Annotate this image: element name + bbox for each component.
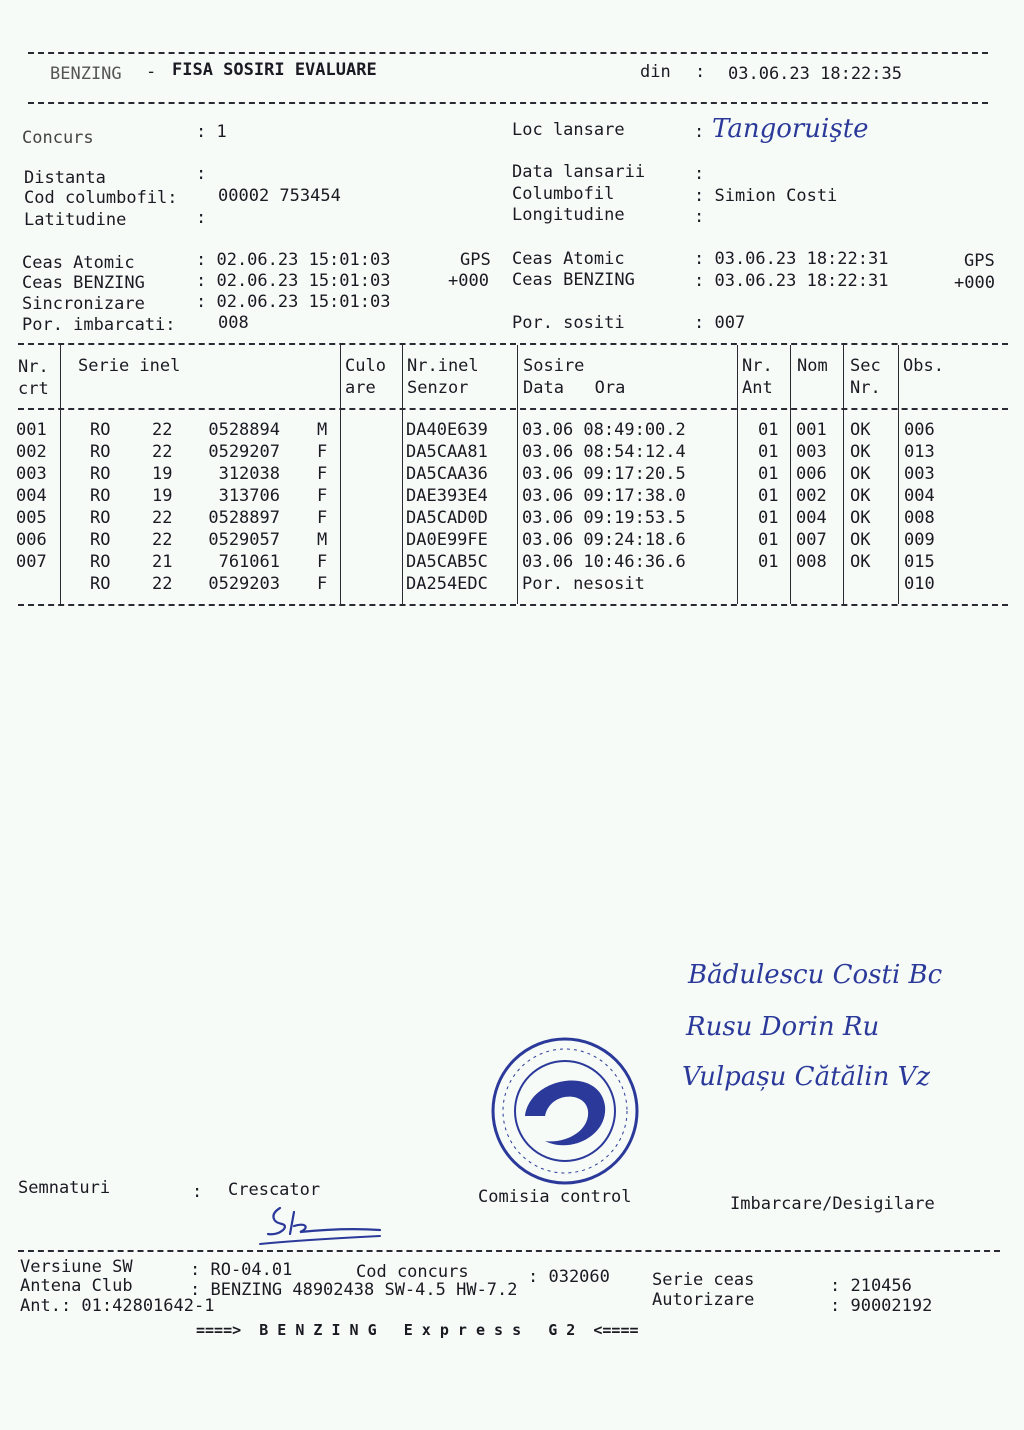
ceas-atomic-end-label: Ceas Atomic bbox=[512, 249, 625, 269]
cell-inel: 0528897 bbox=[208, 508, 280, 528]
header-din-value: 03.06.23 18:22:35 bbox=[728, 64, 902, 84]
col-senzor-header-2: Senzor bbox=[407, 378, 469, 398]
serie-ceas-label: Serie ceas bbox=[652, 1270, 755, 1290]
cell-nr: 001 bbox=[16, 420, 47, 440]
cell-sex: M bbox=[317, 420, 328, 440]
cell-nom: 007 bbox=[796, 530, 827, 550]
col-culoare-header-1: Culo bbox=[345, 356, 386, 376]
latitudine-value: : bbox=[196, 208, 207, 228]
col-senzor-header-1: Nr.inel bbox=[407, 356, 479, 376]
cell-sex: F bbox=[317, 552, 328, 572]
cell-tara: RO bbox=[90, 530, 111, 550]
porumbei-imbarcati-label: Por. imbarcati: bbox=[22, 315, 176, 335]
cell-nom: 008 bbox=[796, 552, 827, 572]
table-row bbox=[0, 442, 1024, 464]
cell-an: 22 bbox=[152, 420, 173, 440]
cell-ant: 01 bbox=[758, 486, 779, 506]
cell-an: 22 bbox=[152, 508, 173, 528]
cell-senzor: DA5CAA81 bbox=[406, 442, 488, 462]
loc-lansare-value: Tangoruişte bbox=[712, 114, 869, 144]
longitudine-value: : bbox=[694, 207, 705, 227]
table-row bbox=[0, 552, 1024, 574]
cell-sec: OK bbox=[850, 420, 871, 440]
antena-club-label: Antena Club bbox=[20, 1276, 133, 1296]
sincronizare-label: Sincronizare bbox=[22, 294, 145, 314]
cell-senzor: DA40E639 bbox=[406, 420, 488, 440]
porumbei-sositi-label: Por. sositi bbox=[512, 313, 625, 333]
header-separator: - bbox=[146, 62, 157, 82]
cell-sosire: 03.06 09:17:38.0 bbox=[522, 486, 686, 506]
latitudine-label: Latitudine bbox=[24, 210, 127, 230]
cell-nr: 004 bbox=[16, 486, 47, 506]
concurs-value: : 1 bbox=[196, 122, 227, 142]
ceas-atomic-end-value: : 03.06.23 18:22:31 bbox=[694, 249, 889, 269]
cell-senzor: DA254EDC bbox=[406, 574, 488, 594]
cell-obs: 010 bbox=[904, 574, 935, 594]
data-lansarii-value: : bbox=[694, 164, 705, 184]
cell-sosire: Por. nesosit bbox=[522, 574, 645, 594]
ceas-benzing-start-label: Ceas BENZING bbox=[22, 273, 145, 293]
cell-nr: 005 bbox=[16, 508, 47, 528]
col-ant-header-1: Nr. bbox=[742, 356, 773, 376]
cell-sex: F bbox=[317, 442, 328, 462]
cell-sec: OK bbox=[850, 552, 871, 572]
cell-inel: 0529057 bbox=[208, 530, 280, 550]
cell-inel: 313706 bbox=[218, 486, 280, 506]
cell-obs: 009 bbox=[904, 530, 935, 550]
col-serie-header: Serie inel bbox=[78, 356, 181, 376]
cell-ant: 01 bbox=[758, 420, 779, 440]
antena-club-value: : BENZING 48902438 SW-4.5 HW-7.2 bbox=[190, 1280, 518, 1300]
footer-banner: ====> B E N Z I N G E x p r e s s G 2 <==== bbox=[196, 1321, 639, 1339]
loc-lansare-label: Loc lansare bbox=[512, 120, 625, 140]
cell-tara: RO bbox=[90, 486, 111, 506]
col-culoare-header-2: are bbox=[345, 378, 376, 398]
cell-nr: 006 bbox=[16, 530, 47, 550]
cell-sosire: 03.06 09:24:18.6 bbox=[522, 530, 686, 550]
col-obs-header: Obs. bbox=[903, 356, 944, 376]
cell-nom: 004 bbox=[796, 508, 827, 528]
table-top-rule bbox=[18, 343, 1008, 345]
table-row bbox=[0, 420, 1024, 442]
page-title: FISA SOSIRI EVALUARE bbox=[172, 60, 377, 80]
autorizare-value: : 90002192 bbox=[830, 1296, 933, 1316]
signature-imbarcare-label: Imbarcare/Desigilare bbox=[730, 1194, 935, 1214]
col-sec-header-2: Nr. bbox=[850, 378, 881, 398]
versiune-sw-value: : RO-04.01 bbox=[190, 1260, 293, 1280]
cod-columbofil-value: 00002 753454 bbox=[218, 186, 341, 206]
cell-senzor: DAE393E4 bbox=[406, 486, 488, 506]
cod-columbofil-label: Cod columbofil: bbox=[24, 188, 178, 208]
cell-sec: OK bbox=[850, 486, 871, 506]
ceas-atomic-start-suffix: GPS bbox=[460, 250, 491, 270]
table-row bbox=[0, 530, 1024, 552]
handwritten-signature-icon bbox=[250, 1200, 390, 1250]
cell-an: 22 bbox=[152, 530, 173, 550]
ceas-benzing-start-value: : 02.06.23 15:01:03 bbox=[196, 271, 391, 291]
table-header-rule bbox=[18, 408, 1008, 410]
ceas-benzing-start-suffix: +000 bbox=[448, 271, 489, 291]
cell-an: 21 bbox=[152, 552, 173, 572]
cell-senzor: DA5CAA36 bbox=[406, 464, 488, 484]
distanta-value: : bbox=[196, 164, 207, 184]
signatures-label: Semnaturi bbox=[18, 1178, 111, 1198]
cell-obs: 004 bbox=[904, 486, 935, 506]
ceas-benzing-end-value: : 03.06.23 18:22:31 bbox=[694, 271, 889, 291]
signatures-separator: : bbox=[192, 1182, 203, 1202]
cell-sec: OK bbox=[850, 530, 871, 550]
footer-rule bbox=[18, 1250, 1000, 1252]
ceas-atomic-start-label: Ceas Atomic bbox=[22, 253, 135, 273]
cod-concurs-label: Cod concurs bbox=[356, 1262, 469, 1282]
handwritten-name-3: Vulpașu Cătălin Vz bbox=[682, 1062, 931, 1092]
cell-inel: 0529207 bbox=[208, 442, 280, 462]
col-sosire-header-1: Sosire bbox=[523, 356, 585, 376]
cell-obs: 008 bbox=[904, 508, 935, 528]
cod-concurs-value: : 032060 bbox=[528, 1267, 610, 1287]
cell-inel: 312038 bbox=[218, 464, 280, 484]
antena-id: Ant.: 01:42801642-1 bbox=[20, 1296, 215, 1316]
cell-tara: RO bbox=[90, 508, 111, 528]
cell-senzor: DA5CAB5C bbox=[406, 552, 488, 572]
cell-sex: F bbox=[317, 464, 328, 484]
cell-tara: RO bbox=[90, 574, 111, 594]
serie-ceas-value: : 210456 bbox=[830, 1276, 912, 1296]
cell-ant: 01 bbox=[758, 508, 779, 528]
cell-nom: 003 bbox=[796, 442, 827, 462]
cell-ant: 01 bbox=[758, 552, 779, 572]
cell-sosire: 03.06 08:54:12.4 bbox=[522, 442, 686, 462]
header-brand: BENZING bbox=[50, 64, 122, 84]
cell-senzor: DA0E99FE bbox=[406, 530, 488, 550]
cell-senzor: DA5CAD0D bbox=[406, 508, 488, 528]
signature-crescator-label: Crescator bbox=[228, 1180, 321, 1200]
col-nr-header: Nr. bbox=[18, 357, 49, 377]
cell-obs: 003 bbox=[904, 464, 935, 484]
sincronizare-value: : 02.06.23 15:01:03 bbox=[196, 292, 391, 312]
distanta-label: Distanta bbox=[24, 168, 106, 188]
cell-sosire: 03.06 09:17:20.5 bbox=[522, 464, 686, 484]
cell-tara: RO bbox=[90, 442, 111, 462]
handwritten-name-2: Rusu Dorin Ru bbox=[686, 1012, 880, 1042]
cell-tara: RO bbox=[90, 464, 111, 484]
longitudine-label: Longitudine bbox=[512, 205, 625, 225]
cell-an: 19 bbox=[152, 464, 173, 484]
table-row bbox=[0, 486, 1024, 508]
cell-an: 22 bbox=[152, 574, 173, 594]
cell-inel: 0528894 bbox=[208, 420, 280, 440]
table-bottom-rule bbox=[18, 604, 1008, 606]
table-row bbox=[0, 574, 1024, 596]
cell-inel: 761061 bbox=[218, 552, 280, 572]
cell-sex: M bbox=[317, 530, 328, 550]
cell-tara: RO bbox=[90, 552, 111, 572]
cell-ant: 01 bbox=[758, 530, 779, 550]
header-din-label: din bbox=[640, 62, 671, 82]
cell-sosire: 03.06 09:19:53.5 bbox=[522, 508, 686, 528]
cell-nr: 003 bbox=[16, 464, 47, 484]
table-row bbox=[0, 464, 1024, 486]
cell-ant: 01 bbox=[758, 464, 779, 484]
cell-sex: F bbox=[317, 486, 328, 506]
cell-obs: 015 bbox=[904, 552, 935, 572]
signature-comisia-label: Comisia control bbox=[478, 1187, 632, 1207]
cell-sec: OK bbox=[850, 464, 871, 484]
ceas-atomic-start-value: : 02.06.23 15:01:03 bbox=[196, 250, 391, 270]
cell-nom: 002 bbox=[796, 486, 827, 506]
cell-nr: 007 bbox=[16, 552, 47, 572]
ceas-atomic-end-suffix: GPS bbox=[964, 251, 995, 271]
col-sec-header-1: Sec bbox=[850, 356, 881, 376]
cell-sosire: 03.06 10:46:36.6 bbox=[522, 552, 686, 572]
cell-sec: OK bbox=[850, 442, 871, 462]
col-sosire-header-2: Data Ora bbox=[523, 378, 626, 398]
versiune-sw-label: Versiune SW bbox=[20, 1257, 133, 1277]
columbofil-value: : Simion Costi bbox=[694, 186, 838, 206]
cell-sec: OK bbox=[850, 508, 871, 528]
cell-sosire: 03.06 08:49:00.2 bbox=[522, 420, 686, 440]
handwritten-name-1: Bădulescu Costi Bc bbox=[688, 960, 943, 990]
col-ant-header-2: Ant bbox=[742, 378, 773, 398]
club-stamp-icon bbox=[490, 1036, 640, 1186]
porumbei-imbarcati-value: 008 bbox=[218, 313, 249, 333]
columbofil-label: Columbofil bbox=[512, 184, 615, 204]
cell-ant: 01 bbox=[758, 442, 779, 462]
cell-nom: 001 bbox=[796, 420, 827, 440]
col-nom-header: Nom bbox=[797, 356, 828, 376]
data-lansarii-label: Data lansarii bbox=[512, 162, 646, 182]
porumbei-sositi-value: : 007 bbox=[694, 313, 746, 333]
cell-sex: F bbox=[317, 508, 328, 528]
cell-nom: 006 bbox=[796, 464, 827, 484]
concurs-label: Concurs bbox=[22, 128, 94, 148]
cell-nr: 002 bbox=[16, 442, 47, 462]
cell-obs: 006 bbox=[904, 420, 935, 440]
col-crt-header: crt bbox=[18, 379, 49, 399]
cell-sex: F bbox=[317, 574, 328, 594]
cell-tara: RO bbox=[90, 420, 111, 440]
autorizare-label: Autorizare bbox=[652, 1290, 755, 1310]
ceas-benzing-end-suffix: +000 bbox=[954, 273, 995, 293]
table-row bbox=[0, 508, 1024, 530]
ceas-benzing-end-label: Ceas BENZING bbox=[512, 270, 635, 290]
cell-obs: 013 bbox=[904, 442, 935, 462]
cell-an: 19 bbox=[152, 486, 173, 506]
cell-an: 22 bbox=[152, 442, 173, 462]
cell-inel: 0529203 bbox=[208, 574, 280, 594]
